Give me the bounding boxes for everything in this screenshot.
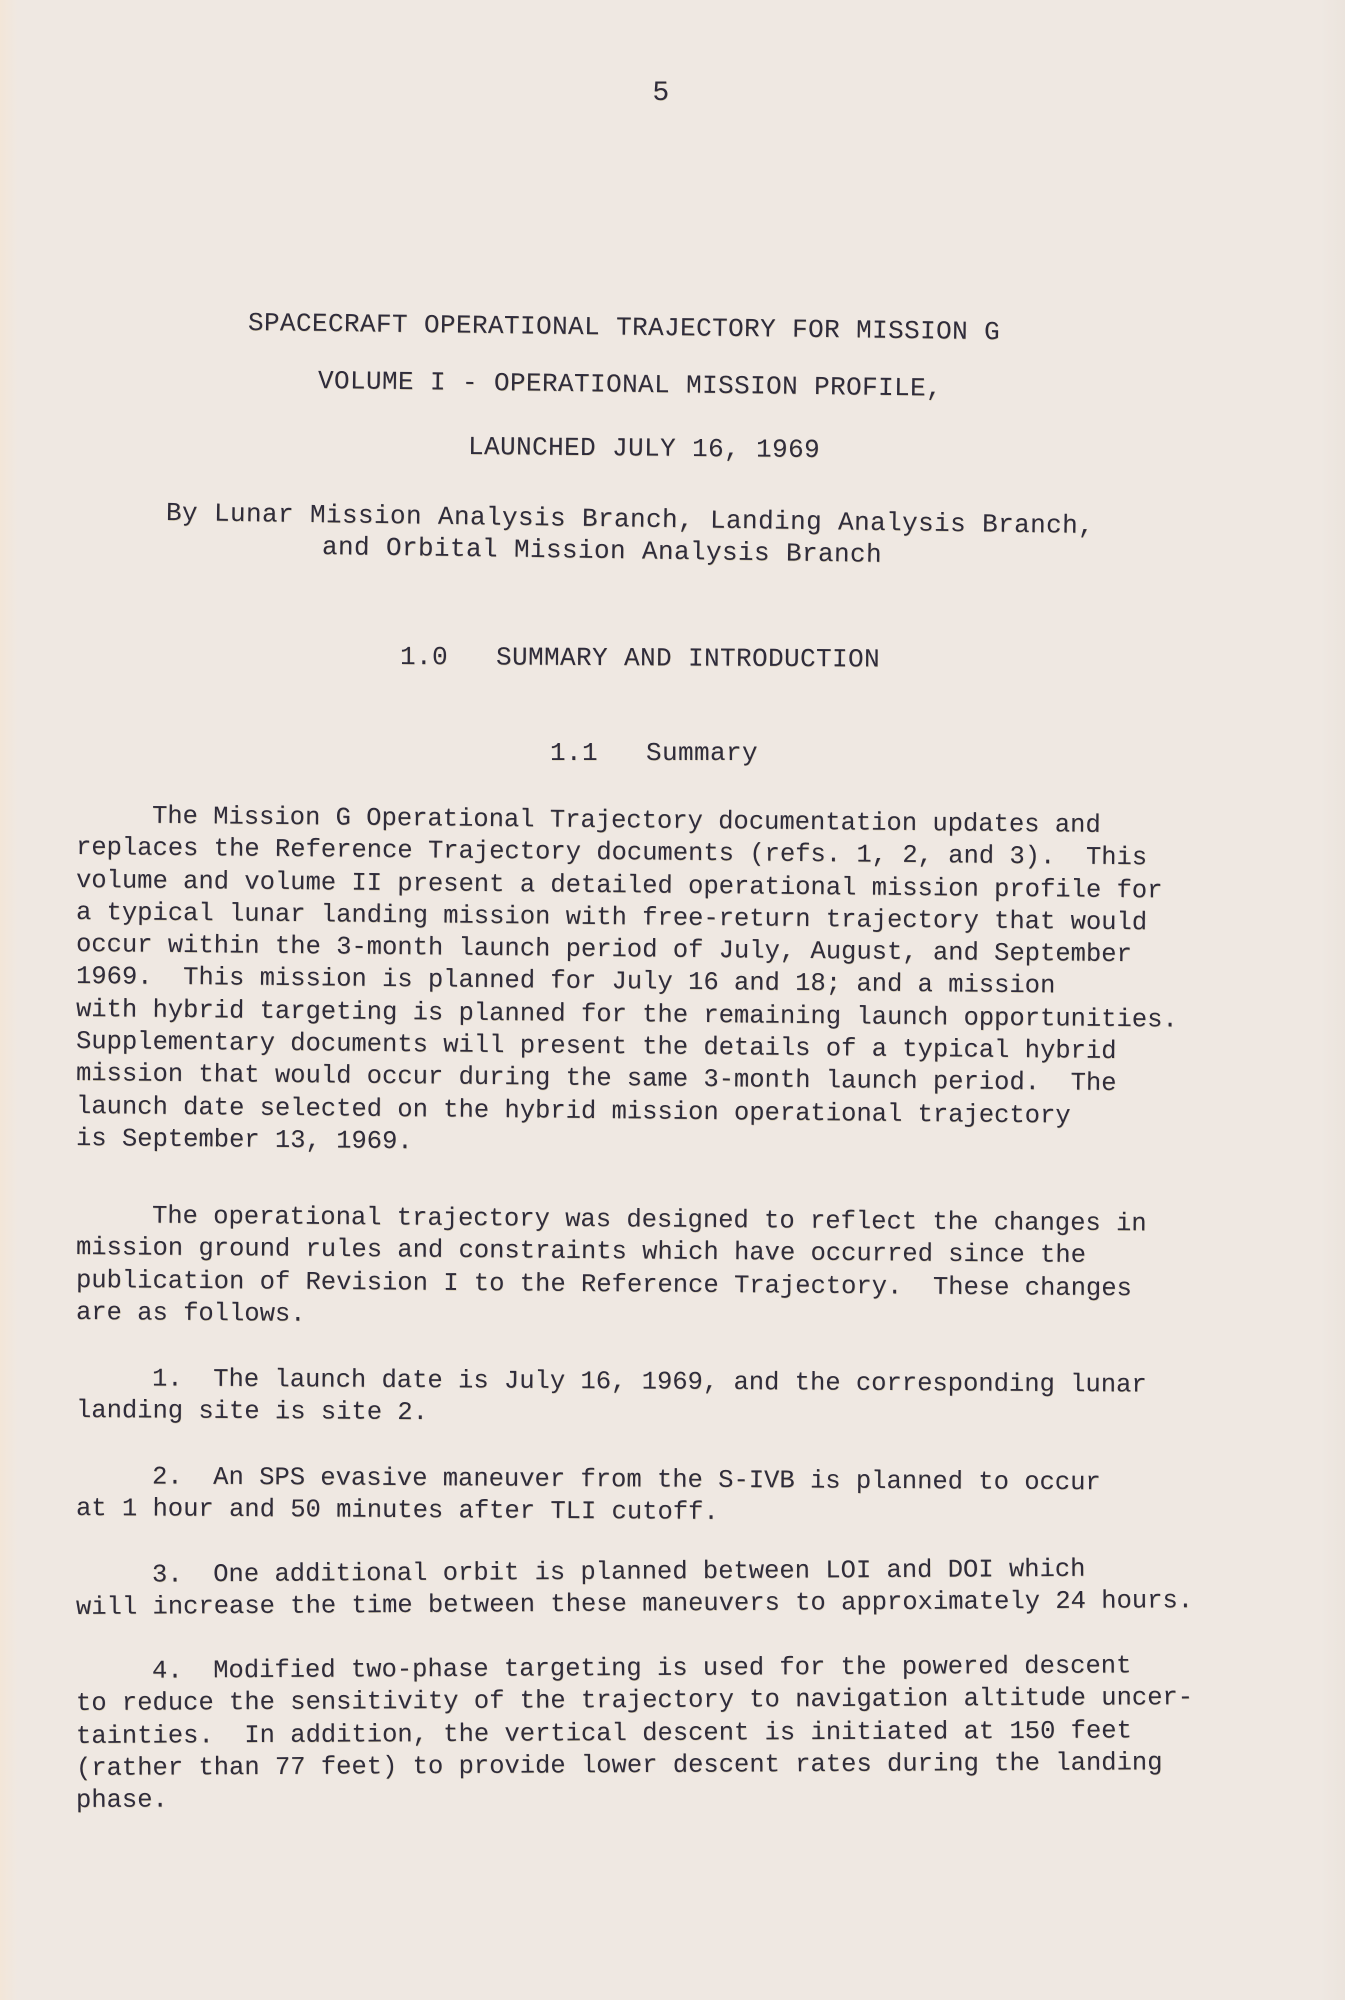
paragraph-line: Supplementary documents will present the details of a typical hybrid (75, 1027, 1117, 1067)
list-item-number: 2. (151, 1462, 183, 1492)
section-heading: 1.0 SUMMARY AND INTRODUCTION (399, 642, 881, 675)
list-item-line: landing site is site 2. (75, 1396, 429, 1428)
page-number: 5 (652, 78, 670, 109)
change-list-item-4 (75, 1651, 1194, 1817)
change-list-item-2 (76, 1461, 1101, 1526)
paragraph-line: mission that would occur during the same 3-month launch period. The (75, 1059, 1117, 1099)
paragraph-line: are as follows. (75, 1297, 306, 1329)
list-item-text: Modified two-phase targeting is used for the powered descent (213, 1651, 1132, 1686)
paragraph-line: with hybrid targeting is planned for the remaining launch opportunities. (75, 994, 1178, 1035)
document-title-line-2: VOLUME I - OPERATIONAL MISSION PROFILE, (317, 366, 943, 404)
paragraph-line: occur within the 3-month launch period of July, August, and September (75, 930, 1132, 970)
byline-line-2: and Orbital Mission Analysis Branch (321, 532, 883, 570)
summary-paragraph (76, 800, 1178, 1155)
change-list-item-1 (76, 1363, 1147, 1428)
document-title-line-3: LAUNCHED JULY 16, 1969 (467, 432, 821, 466)
list-item-line: (rather than 77 feet) to provide lower descent rates during the landing (75, 1748, 1163, 1783)
list-item-text: The launch date is July 16, 1969, and the corresponding lunar (213, 1364, 1147, 1400)
paragraph-line: a typical lunar landing mission with free-return trajectory that would (75, 897, 1148, 938)
paragraph-line: launch date selected on the hybrid mission operational trajectory (75, 1091, 1071, 1131)
paragraph-line: publication of Revision I to the Reference Trajectory. These changes (75, 1265, 1132, 1303)
paragraph-line: The operational trajectory was designed to reflect the changes in (151, 1201, 1147, 1239)
list-item-text: An SPS evasive maneuver from the S-IVB is planned to occur (213, 1462, 1101, 1498)
list-item-number: 3. (151, 1560, 183, 1590)
document-title-line-1: SPACECRAFT OPERATIONAL TRAJECTORY FOR MISSION G (247, 308, 1001, 348)
change-list-item-3 (75, 1554, 1194, 1625)
list-item-line: will increase the time between these maneuvers to approximately 24 hours. (75, 1586, 1194, 1623)
list-item-line: to reduce the sensitivity of the trajectory to navigation altitude uncer- (75, 1683, 1194, 1719)
list-item-number: 4. (151, 1656, 183, 1686)
paragraph-line: The Mission G Operational Trajectory documentation updates and (151, 801, 1101, 840)
list-item-line: tainties. In addition, the vertical descent is initiated at 150 feet (75, 1716, 1132, 1751)
paragraph-line: mission ground rules and constraints which have occurred since the (75, 1233, 1087, 1271)
byline-line-1: By Lunar Mission Analysis Branch, Landing Analysis Branch, (165, 498, 1095, 541)
changes-intro-paragraph (76, 1200, 1147, 1329)
paragraph-line: is September 13, 1969. (75, 1123, 413, 1157)
list-item-line: at 1 hour and 50 minutes after TLI cutoff. (75, 1494, 719, 1528)
list-item-line: phase. (75, 1785, 168, 1816)
paragraph-line: 1969. This mission is planned for July 16 and 18; and a mission (75, 962, 1056, 1001)
subsection-heading: 1.1 Summary (550, 738, 759, 768)
paragraph-line: replaces the Reference Trajectory documents (refs. 1, 2, and 3). This (75, 833, 1148, 873)
paragraph-line: volume and volume II present a detailed operational mission profile for (75, 865, 1163, 906)
list-item-text: One additional orbit is planned between LOI and DOI which (213, 1554, 1086, 1590)
list-item-number: 1. (151, 1364, 183, 1394)
